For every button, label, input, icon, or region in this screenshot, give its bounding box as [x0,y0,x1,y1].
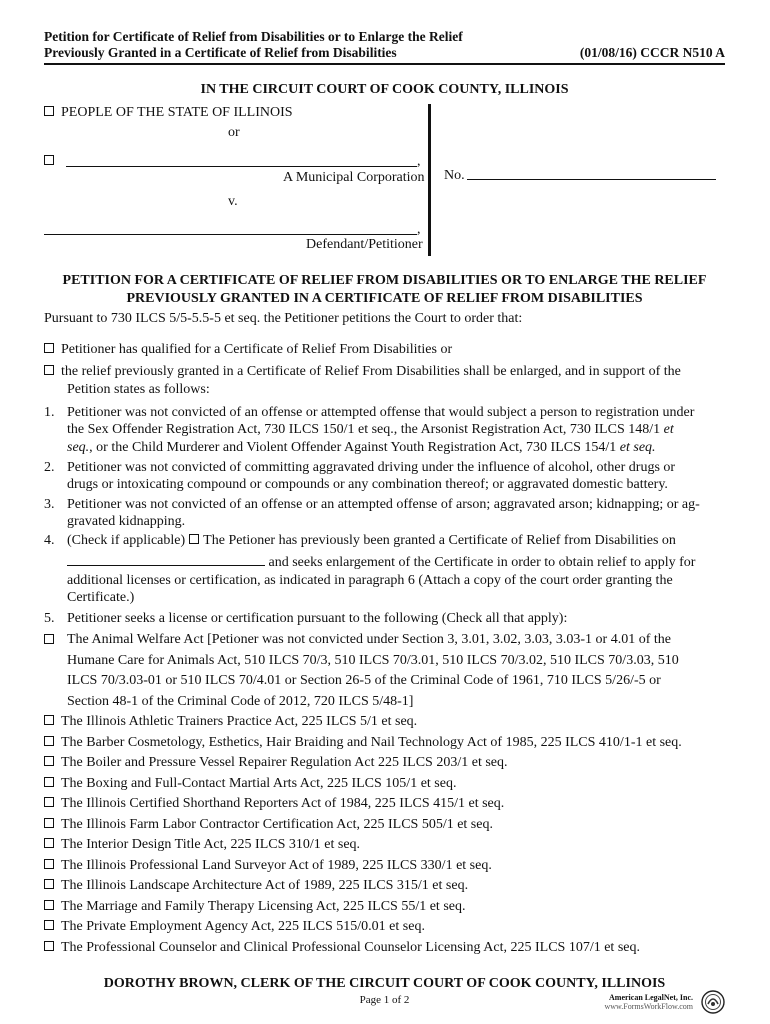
license-item: The Marriage and Family Therapy Licensing Act, 225 ILCS 55/1 et seq. [44,897,724,918]
municipal-option [44,153,61,170]
petition-intro: Pursuant to 730 ILCS 5/5-5.5-5 et seq. the Petitioner petitions the Court to order that: [44,311,523,326]
publisher-name: American LegalNet, Inc. [609,993,693,1002]
court-name: IN THE CIRCUIT COURT OF COOK COUNTY, ILLINOIS [200,82,569,97]
license-item: The Private Employment Agency Act, 225 ILCS 515/0.01 et seq. [44,917,724,938]
municipal-checkbox[interactable] [44,155,54,165]
people-checkbox[interactable] [44,106,54,116]
license-checkbox[interactable] [44,777,54,787]
municipal-label: A Municipal Corporation [283,170,425,185]
license-item: The Illinois Landscape Architecture Act of 1989, 225 ILCS 315/1 et seq. [44,876,724,897]
enlarge-checkbox[interactable] [44,365,54,375]
publisher-website[interactable]: www.FormsWorkFlow.com [604,1002,693,1011]
item-1: 1. Petitioner was not convicted of an offense or attempted offense that would subject a person to registration under the Sex Offender Registration Act, 730 ILCS 150/1 et seq., the Arsonist Registration Act, 730 ILCS 148/1 et seq., or the Child Murderer and Violent Offender Against Youth Registration Act, 730 ILCS 154/1 et seq. [44,405,695,455]
license-checkbox[interactable] [44,900,54,910]
license-item: The Interior Design Title Act, 225 ILCS 310/1 et seq. [44,835,724,856]
license-checkbox[interactable] [44,736,54,746]
or-label: or [228,125,240,140]
license-item: The Illinois Farm Labor Contractor Certification Act, 225 ILCS 505/1 et seq. [44,815,724,836]
license-checkbox[interactable] [44,818,54,828]
defendant-label: Defendant/Petitioner [306,237,423,252]
form-title-line1: Petition for Certificate of Relief from Disabilities or to Enlarge the Relief [44,29,463,44]
license-item: The Barber Cosmetology, Esthetics, Hair Braiding and Nail Technology Act of 1985, 225 ILCS 410/1-1 et seq. [44,733,724,754]
petition-title-line1: PETITION FOR A CERTIFICATE OF RELIEF FROM DISABILITIES OR TO ENLARGE THE RELIEF [62,273,707,288]
license-item: The Illinois Professional Land Surveyor Act of 1989, 225 ILCS 330/1 et seq. [44,856,724,877]
license-checkbox[interactable] [44,859,54,869]
case-no-label: No. [444,168,465,183]
license-checkbox[interactable] [44,920,54,930]
license-checkbox[interactable] [44,715,54,725]
defendant-name-line[interactable] [44,234,417,235]
option-qualified [44,341,452,358]
license-checkbox[interactable] [44,879,54,889]
license-animal-welfare: The Animal Welfare Act [Petioner was not convicted under Section 3, 3.01, 3.02, 3.03, 3.03-1 or 4.01 of the Humane Care for Animals Act, 510 ILCS 70/3, 510 ILCS 70/3.01, 510 ILCS 70/3.02, 510 ILCS 70/3.03, 510 ILCS 70/3.03-01 or 510 ILCS 70/4.01 or Section 26-5 of the Criminal Code of 1961, 710 ILCS 5/26/-5 or Section 48-1 of the Criminal Code of 2012, 720 ILCS 5/48-1] [44,630,724,712]
publisher-seal-icon [701,990,725,1014]
license-item: The Illinois Athletic Trainers Practice Act, 225 ILCS 5/1 et seq. [44,712,724,733]
item-5: 5. Petitioner seeks a license or certification pursuant to the following (Check all that apply): [44,611,568,626]
item-3: 3. Petitioner was not convicted of an offense or an attempted offense of arson; aggravated arson; kidnapping; or ag- gravated kidnapping. [44,497,700,530]
license-checkbox[interactable] [44,941,54,951]
publisher-logo [604,990,725,1014]
license-checkbox[interactable] [44,838,54,848]
animal-welfare-checkbox[interactable] [44,634,54,644]
item-2: 2. Petitioner was not convicted of committing aggravated driving under the influence of alcohol, other drugs or drugs or intoxicating compound or compounds or any combination thereof; or aggravated domestic battery. [44,460,676,493]
license-item: The Boiler and Pressure Vessel Repairer Regulation Act 225 ILCS 203/1 et seq. [44,753,724,774]
license-checkbox[interactable] [44,797,54,807]
option-enlarge-label-1: the relief previously granted in a Certificate of Relief From Disabilities shall be enlarged, and in support of the [61,364,681,379]
petition-title-line2: PREVIOUSLY GRANTED IN A CERTIFICATE OF RELIEF FROM DISABILITIES [126,291,643,306]
caption-divider [428,104,431,256]
license-item: The Illinois Certified Shorthand Reporters Act of 1984, 225 ILCS 415/1 et seq. [44,794,724,815]
license-checkbox[interactable] [44,756,54,766]
people-label: PEOPLE OF THE STATE OF ILLINOIS [61,105,293,120]
versus-label: v. [228,194,238,209]
license-item: The Boxing and Full-Contact Martial Arts Act, 225 ILCS 105/1 et seq. [44,774,724,795]
header-rule [44,63,725,65]
prior-certificate-checkbox[interactable] [189,534,199,544]
prior-certificate-date-field[interactable] [67,553,265,566]
option-qualified-label: Petitioner has qualified for a Certificate of Relief From Disabilities or [61,342,453,357]
form-code: (01/08/16) CCCR N510 A [579,45,725,60]
case-no-line[interactable] [467,179,716,180]
item-4: 4. (Check if applicable) The Petioner has previously been granted a Certificate of Relief from Disabilities on and seeks enlargement of the Certificate in order to obtain relief to apply for additional licenses or certification, as indicated in paragraph 6 (Attach a copy of the court order granting the Certificate.) [44,533,696,606]
option-enlarge [44,363,681,380]
license-list [44,712,724,958]
license-item: The Professional Counselor and Clinical Professional Counselor Licensing Act, 225 ILCS 107/1 et seq. [44,938,724,959]
people-option [44,104,293,121]
qualified-checkbox[interactable] [44,343,54,353]
form-title-line2: Previously Granted in a Certificate of Relief from Disabilities [44,45,397,60]
page-number: Page 1 of 2 [359,994,410,1006]
clerk-name: DOROTHY BROWN, CLERK OF THE CIRCUIT COURT OF COOK COUNTY, ILLINOIS [103,976,666,991]
option-enlarge-label-2: Petition states as follows: [67,382,210,397]
municipal-name-line[interactable] [66,166,417,167]
